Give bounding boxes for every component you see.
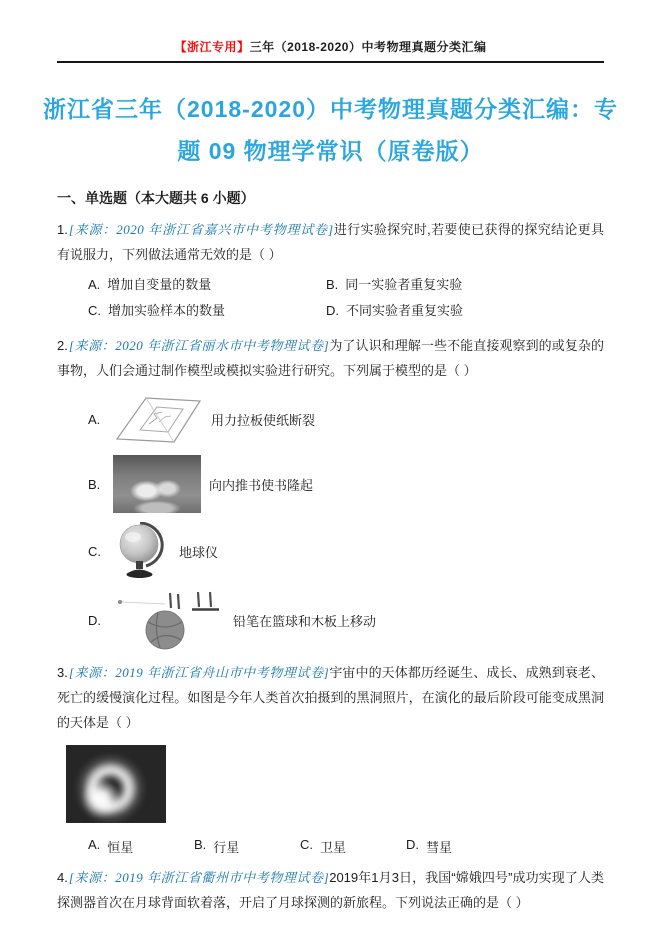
option-label: D. — [406, 837, 419, 852]
option-text: 不同实验者重复实验 — [346, 303, 464, 318]
question-1-stem — [57, 217, 604, 267]
option-d — [406, 837, 512, 856]
option-c — [300, 837, 406, 856]
question-3-stem — [57, 660, 604, 735]
option-b — [326, 272, 604, 298]
question-source: [来源：2019 年浙江省舟山市中考物理试卷] — [68, 665, 330, 680]
question-1-options — [57, 272, 604, 324]
question-source: [来源：2019 年浙江省衢州市中考物理试卷] — [68, 870, 330, 885]
question-number: 2. — [57, 338, 68, 353]
option-a — [88, 837, 194, 856]
option-text: 行星 — [213, 840, 240, 855]
black-hole-figure — [66, 745, 166, 823]
section-heading: 一、单选题（本大题共 6 小题） — [57, 190, 255, 206]
question-text: 2019年1月3日，我国“嫦娥四号”成功实现了人类探测器首次在月球背面软着落，开启了月球探测的新旅程。下列说法正确的是（ ） — [57, 870, 604, 910]
basketball-pencils-figure — [113, 589, 225, 651]
option-text: 卫星 — [320, 840, 347, 855]
option-a — [88, 272, 326, 298]
question-source: [来源：2020 年浙江省丽水市中考物理试卷] — [68, 338, 330, 353]
question-2-stem — [57, 333, 604, 383]
option-caption: 铅笔在篮球和木板上移动 — [233, 613, 377, 629]
option-a — [57, 392, 604, 446]
option-label: B. — [326, 277, 339, 292]
page-header — [0, 0, 661, 55]
header-divider — [57, 61, 604, 63]
option-label: A. — [88, 277, 101, 292]
option-d — [326, 298, 604, 324]
question-text: 进行实验探究时,若要使已获得的探究结论更具有说服力，下列做法通常无效的是（ ） — [57, 222, 604, 262]
option-label: C. — [88, 543, 101, 559]
document-title-line2: 题 09 物理学常识（原卷版） — [177, 138, 484, 164]
question-number: 3. — [57, 665, 68, 680]
option-label: C. — [88, 303, 101, 318]
option-caption: 地球仪 — [179, 544, 219, 560]
push-book-figure — [113, 455, 201, 513]
option-c — [88, 298, 326, 324]
option-text: 彗星 — [426, 840, 453, 855]
option-label: A. — [88, 411, 101, 427]
question-text: 宇宙中的天体都历经诞生、成长、成熟到衰老、死亡的缓慢演化过程。如图是今年人类首次拍摄到的黑洞照片，在演化的最后阶段可能变成黑洞的天体是（ ） — [57, 665, 604, 730]
option-text: 恒星 — [107, 840, 134, 855]
question-text: 为了认识和理解一些不能直接观察到的或复杂的事物，人们会通过制作模型或模拟实验进行研究。下列属于模型的是（ ） — [57, 338, 604, 378]
option-caption: 用力拉板使纸断裂 — [211, 412, 316, 428]
option-caption: 向内推书使书隆起 — [209, 477, 314, 493]
option-b — [194, 837, 300, 856]
option-label: A. — [88, 837, 101, 852]
question-source: [来源：2020 年浙江省嘉兴市中考物理试卷] — [68, 222, 334, 237]
option-c — [57, 522, 604, 580]
option-label: D. — [88, 612, 101, 628]
option-label: C. — [300, 837, 313, 852]
globe-figure — [113, 522, 171, 580]
cracked-board-figure — [113, 392, 203, 446]
option-d — [57, 589, 604, 651]
option-label: B. — [88, 476, 101, 492]
option-label: D. — [326, 303, 339, 318]
option-text: 同一实验者重复实验 — [345, 277, 463, 292]
question-4-stem — [57, 865, 604, 915]
question-3-options — [57, 837, 604, 856]
header-title: 三年（2018-2020）中考物理真题分类汇编 — [249, 40, 487, 54]
question-2-options — [57, 392, 604, 651]
document-title-line1: 浙江省三年（2018-2020）中考物理真题分类汇编：专 — [43, 96, 618, 122]
question-number: 4. — [57, 870, 68, 885]
question-number: 1. — [57, 222, 68, 237]
document-title — [0, 88, 661, 172]
option-b — [57, 455, 604, 513]
option-text: 增加自变量的数量 — [107, 277, 212, 292]
option-text: 增加实验样本的数量 — [108, 303, 226, 318]
option-label: B. — [194, 837, 207, 852]
header-edition-tag: 【浙江专用】 — [174, 40, 250, 54]
